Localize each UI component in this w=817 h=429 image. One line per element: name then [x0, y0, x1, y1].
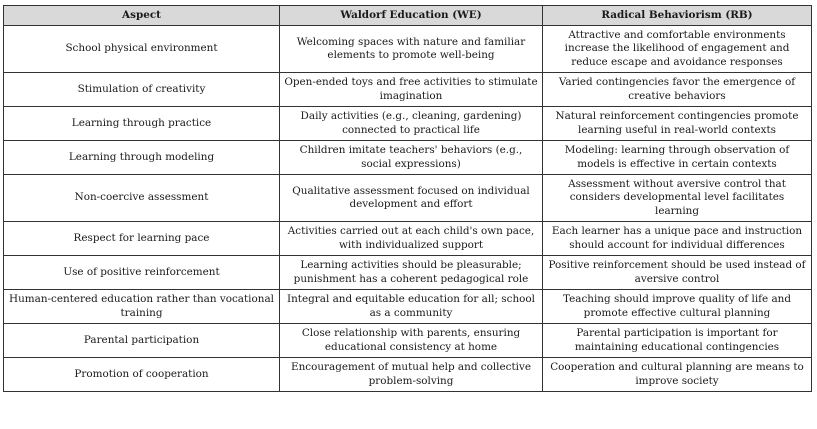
waldorf-cell: Integral and equitable education for all; school as a community	[280, 290, 543, 324]
table-row	[4, 26, 812, 73]
waldorf-cell: Welcoming spaces with nature and familiar elements to promote well-being	[280, 26, 543, 73]
aspect-cell: Respect for learning pace	[4, 222, 280, 256]
waldorf-cell: Activities carried out at each child's own pace, with individualized support	[280, 222, 543, 256]
aspect-cell: Parental participation	[4, 324, 280, 358]
table-row	[4, 141, 812, 175]
waldorf-cell: Encouragement of mutual help and collective problem-solving	[280, 358, 543, 392]
waldorf-cell: Learning activities should be pleasurable; punishment has a coherent pedagogical role	[280, 256, 543, 290]
header-row	[4, 6, 812, 26]
table-row	[4, 358, 812, 392]
waldorf-cell: Qualitative assessment focused on individual development and effort	[280, 175, 543, 222]
table-row	[4, 256, 812, 290]
waldorf-cell: Close relationship with parents, ensuring educational consistency at home	[280, 324, 543, 358]
behaviorism-cell: Teaching should improve quality of life and promote effective cultural planning	[543, 290, 812, 324]
aspect-cell: Learning through modeling	[4, 141, 280, 175]
behaviorism-cell: Modeling: learning through observation of models is effective in certain contexts	[543, 141, 812, 175]
behaviorism-cell: Cooperation and cultural planning are means to improve society	[543, 358, 812, 392]
waldorf-cell: Daily activities (e.g., cleaning, gardening) connected to practical life	[280, 107, 543, 141]
aspect-cell: Human-centered education rather than vocational training	[4, 290, 280, 324]
table-header	[4, 6, 812, 26]
table-row	[4, 107, 812, 141]
aspect-cell: School physical environment	[4, 26, 280, 73]
behaviorism-cell: Each learner has a unique pace and instruction should account for individual differences	[543, 222, 812, 256]
header-waldorf: Waldorf Education (WE)	[280, 6, 543, 26]
waldorf-cell: Children imitate teachers' behaviors (e.g., social expressions)	[280, 141, 543, 175]
table-body	[4, 26, 812, 392]
table-row	[4, 222, 812, 256]
aspect-cell: Promotion of cooperation	[4, 358, 280, 392]
behaviorism-cell: Attractive and comfortable environments increase the likelihood of engagement and reduce escape and avoidance responses	[543, 26, 812, 73]
behaviorism-cell: Varied contingencies favor the emergence of creative behaviors	[543, 73, 812, 107]
table-row	[4, 290, 812, 324]
header-radical-behaviorism: Radical Behaviorism (RB)	[543, 6, 812, 26]
waldorf-cell: Open-ended toys and free activities to stimulate imagination	[280, 73, 543, 107]
behaviorism-cell: Parental participation is important for maintaining educational contingencies	[543, 324, 812, 358]
aspect-cell: Non-coercive assessment	[4, 175, 280, 222]
table-row	[4, 175, 812, 222]
behaviorism-cell: Assessment without aversive control that considers developmental level facilitates learning	[543, 175, 812, 222]
table-row	[4, 73, 812, 107]
aspect-cell: Learning through practice	[4, 107, 280, 141]
aspect-cell: Stimulation of creativity	[4, 73, 280, 107]
header-aspect: Aspect	[4, 6, 280, 26]
aspect-cell: Use of positive reinforcement	[4, 256, 280, 290]
behaviorism-cell: Positive reinforcement should be used instead of aversive control	[543, 256, 812, 290]
comparison-table	[3, 5, 812, 392]
behaviorism-cell: Natural reinforcement contingencies promote learning useful in real-world contexts	[543, 107, 812, 141]
table-row	[4, 324, 812, 358]
